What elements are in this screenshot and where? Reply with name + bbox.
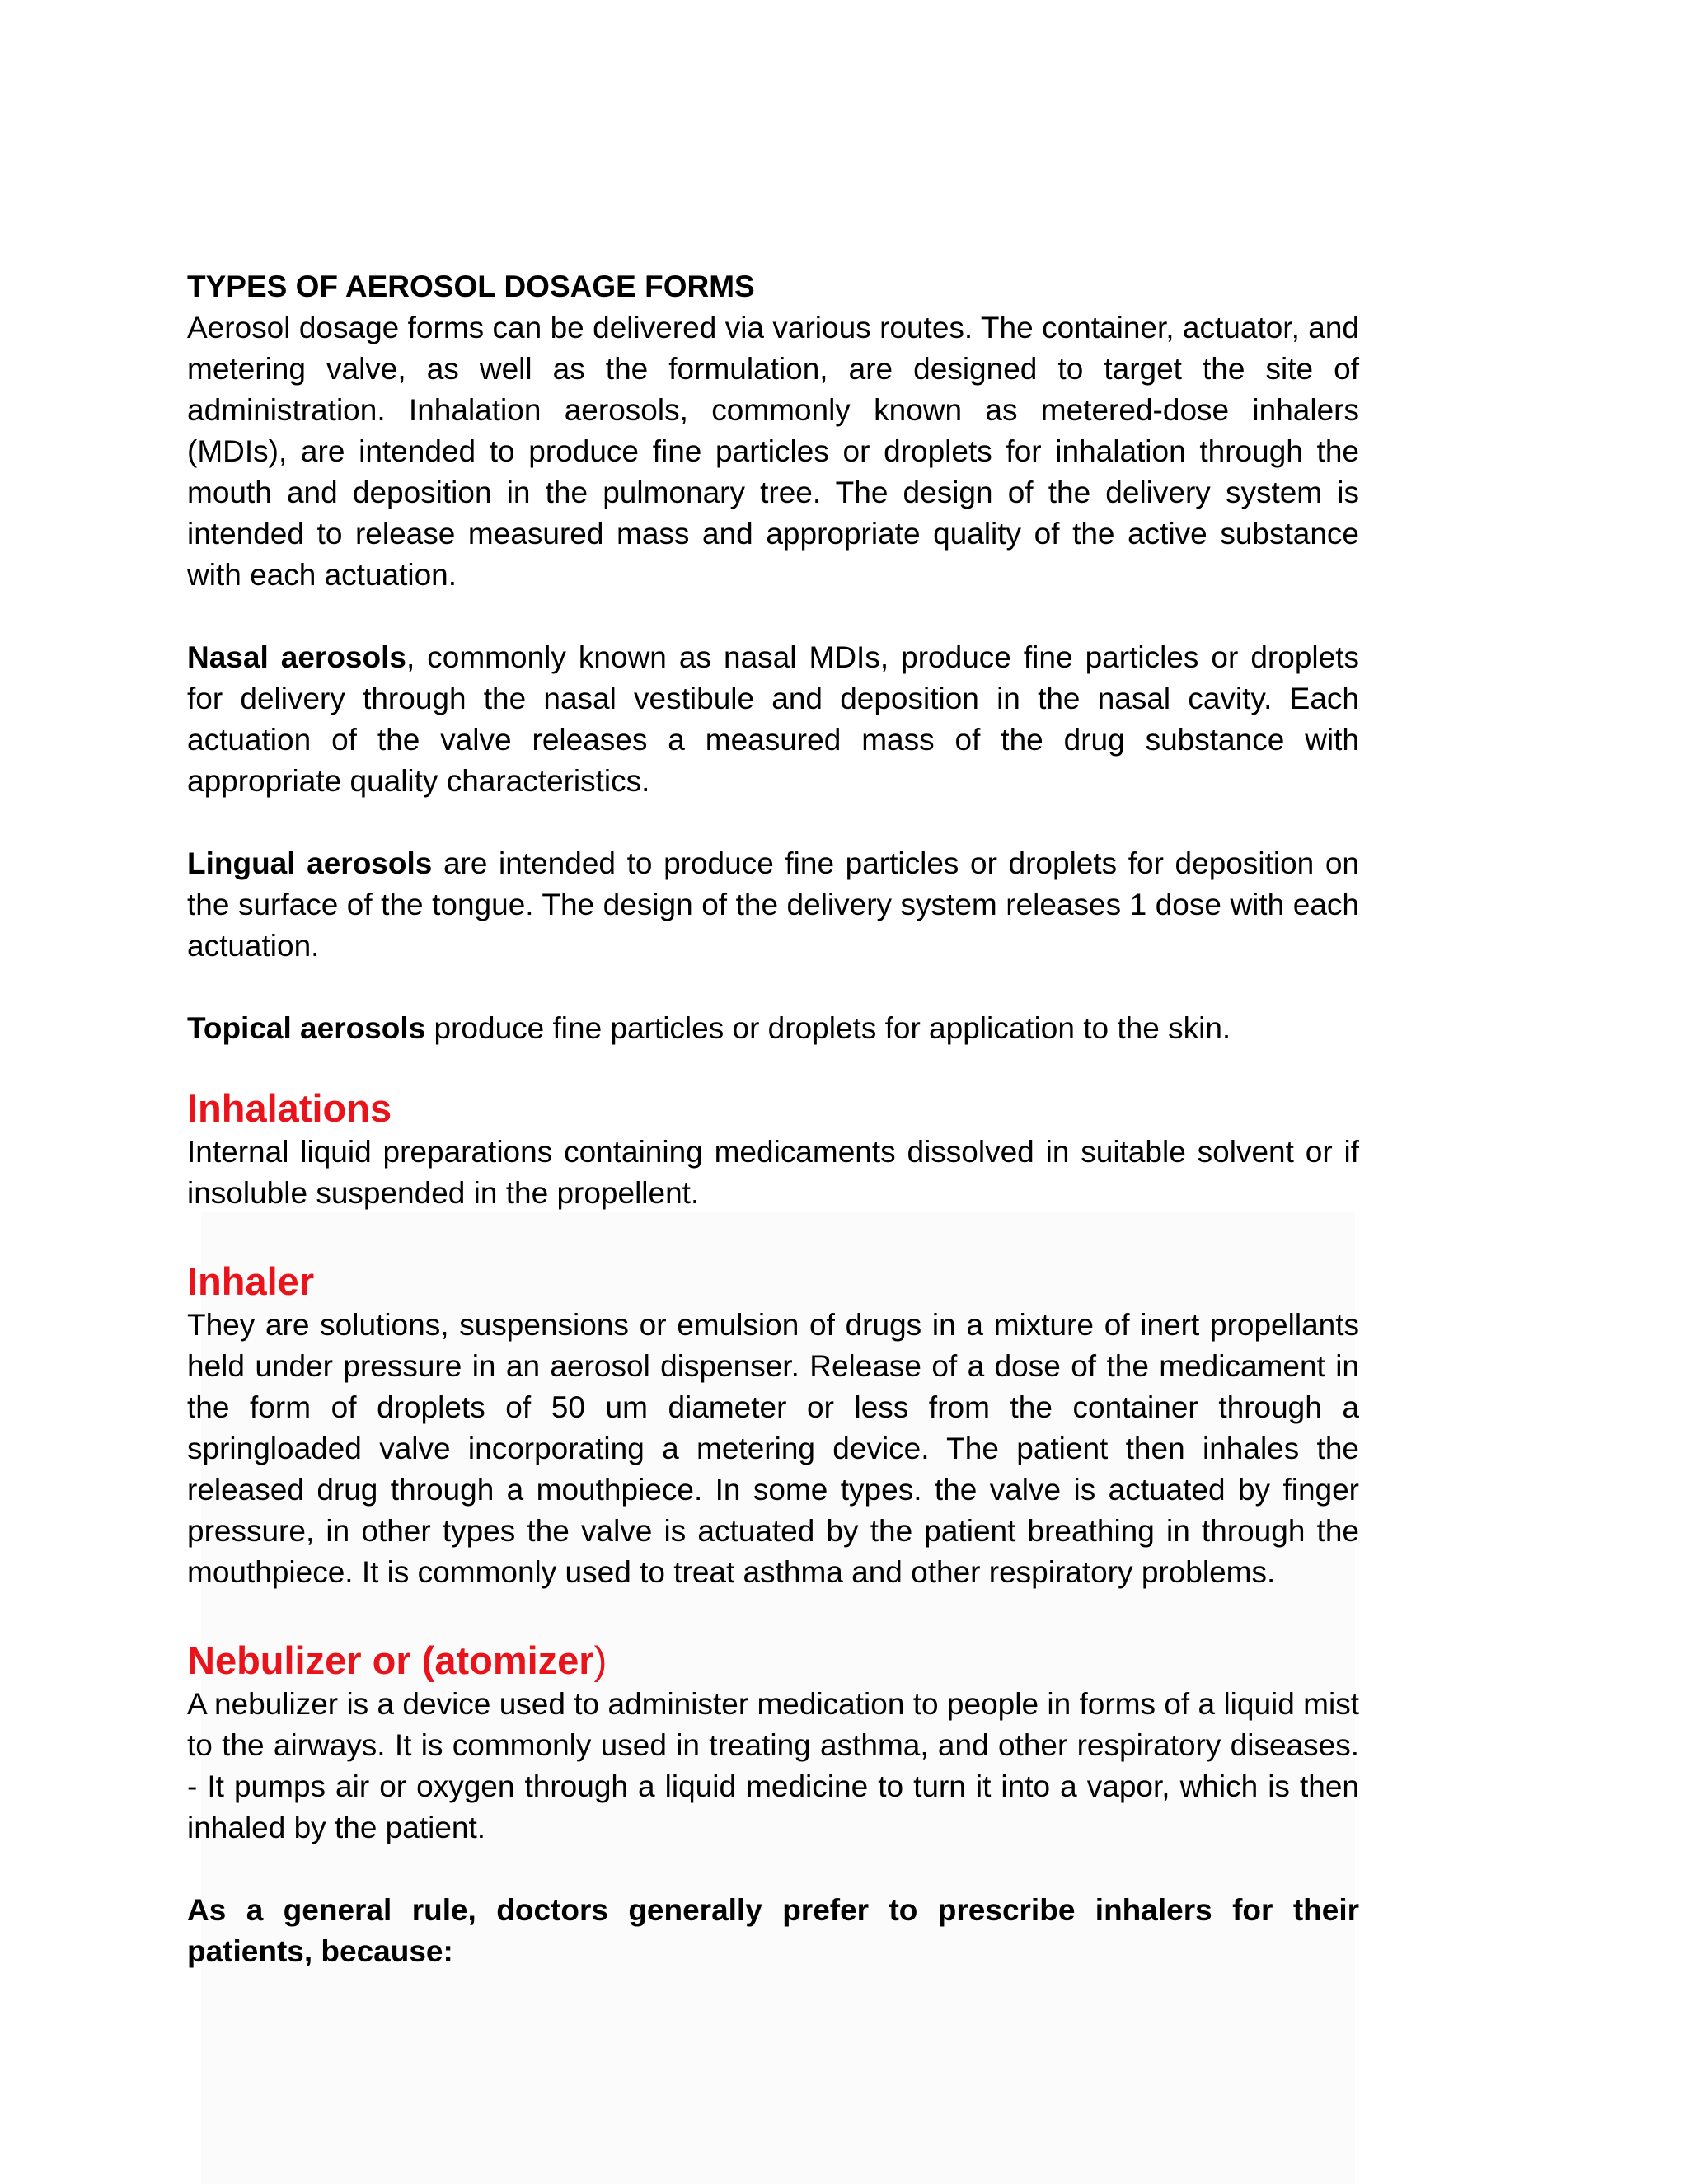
inhalations-paragraph: Internal liquid preparations containing medicaments dissolved in suitable solvent or if insoluble suspended in the propellent. bbox=[187, 1135, 1359, 1210]
nebulizer-paragraph: A nebulizer is a device used to administer medication to people in forms of a liquid mist to the airways. It is commonly used in treating asthma, and other respiratory diseases. - It pumps air or oxygen through a liquid medicine to turn it into a vapor, which is then inhaled by the patient. bbox=[187, 1687, 1359, 1844]
inhaler-heading: Inhaler bbox=[187, 1259, 315, 1303]
lingual-term: Lingual aerosols bbox=[187, 846, 433, 880]
document-title: TYPES OF AEROSOL DOSAGE FORMS bbox=[187, 269, 755, 303]
topical-text: produce fine particles or droplets for application to the skin. bbox=[425, 1011, 1231, 1045]
nebulizer-heading-text: Nebulizer or (atomizer bbox=[187, 1638, 594, 1682]
inhalations-heading: Inhalations bbox=[187, 1086, 392, 1130]
nasal-term: Nasal aerosols bbox=[187, 640, 406, 674]
inhaler-paragraph: They are solutions, suspensions or emulsion of drugs in a mixture of inert propellants held under pressure in an aerosol dispenser. Release of a dose of the medicament in the form of droplets of 50 um diameter or less from the container through a springloaded valve incorporating a metering device. The patient then inhales the released drug through a mouthpiece. In some types. the valve is actuated by finger pressure, in other types the valve is actuated by the patient breathing in through the mouthpiece. It is commonly used to treat asthma and other respiratory problems. bbox=[187, 1308, 1359, 1589]
lingual-paragraph bbox=[187, 843, 1359, 967]
document-body bbox=[187, 266, 1359, 1972]
nasal-text: , commonly known as nasal MDIs, produce fine particles or droplets for delivery through the nasal vestibule and deposition in the nasal cavity. Each actuation of the valve releases a measured mass of the drug substance with appropriate quality characteristics. bbox=[187, 640, 1359, 798]
nebulizer-heading bbox=[187, 1638, 1359, 1684]
topical-term: Topical aerosols bbox=[187, 1011, 426, 1045]
lingual-text: are intended to produce fine particles or droplets for deposition on the surface of the tongue. The design of the delivery system releases 1 dose with each actuation. bbox=[187, 846, 1359, 963]
topical-paragraph bbox=[187, 1008, 1359, 1049]
closing-statement: As a general rule, doctors generally prefer to prescribe inhalers for their patients, because: bbox=[187, 1893, 1359, 1968]
intro-paragraph: Aerosol dosage forms can be delivered via various routes. The container, actuator, and metering valve, as well as the formulation, are designed to target the site of administration. Inhalation aerosols, commonly known as metered-dose inhalers (MDIs), are intended to produce fine particles or droplets for inhalation through the mouth and deposition in the pulmonary tree. The design of the delivery system is intended to release measured mass and appropriate quality of the active substance with each actuation. bbox=[187, 311, 1359, 592]
nebulizer-heading-close-paren: ) bbox=[593, 1638, 607, 1682]
nasal-paragraph bbox=[187, 637, 1359, 802]
